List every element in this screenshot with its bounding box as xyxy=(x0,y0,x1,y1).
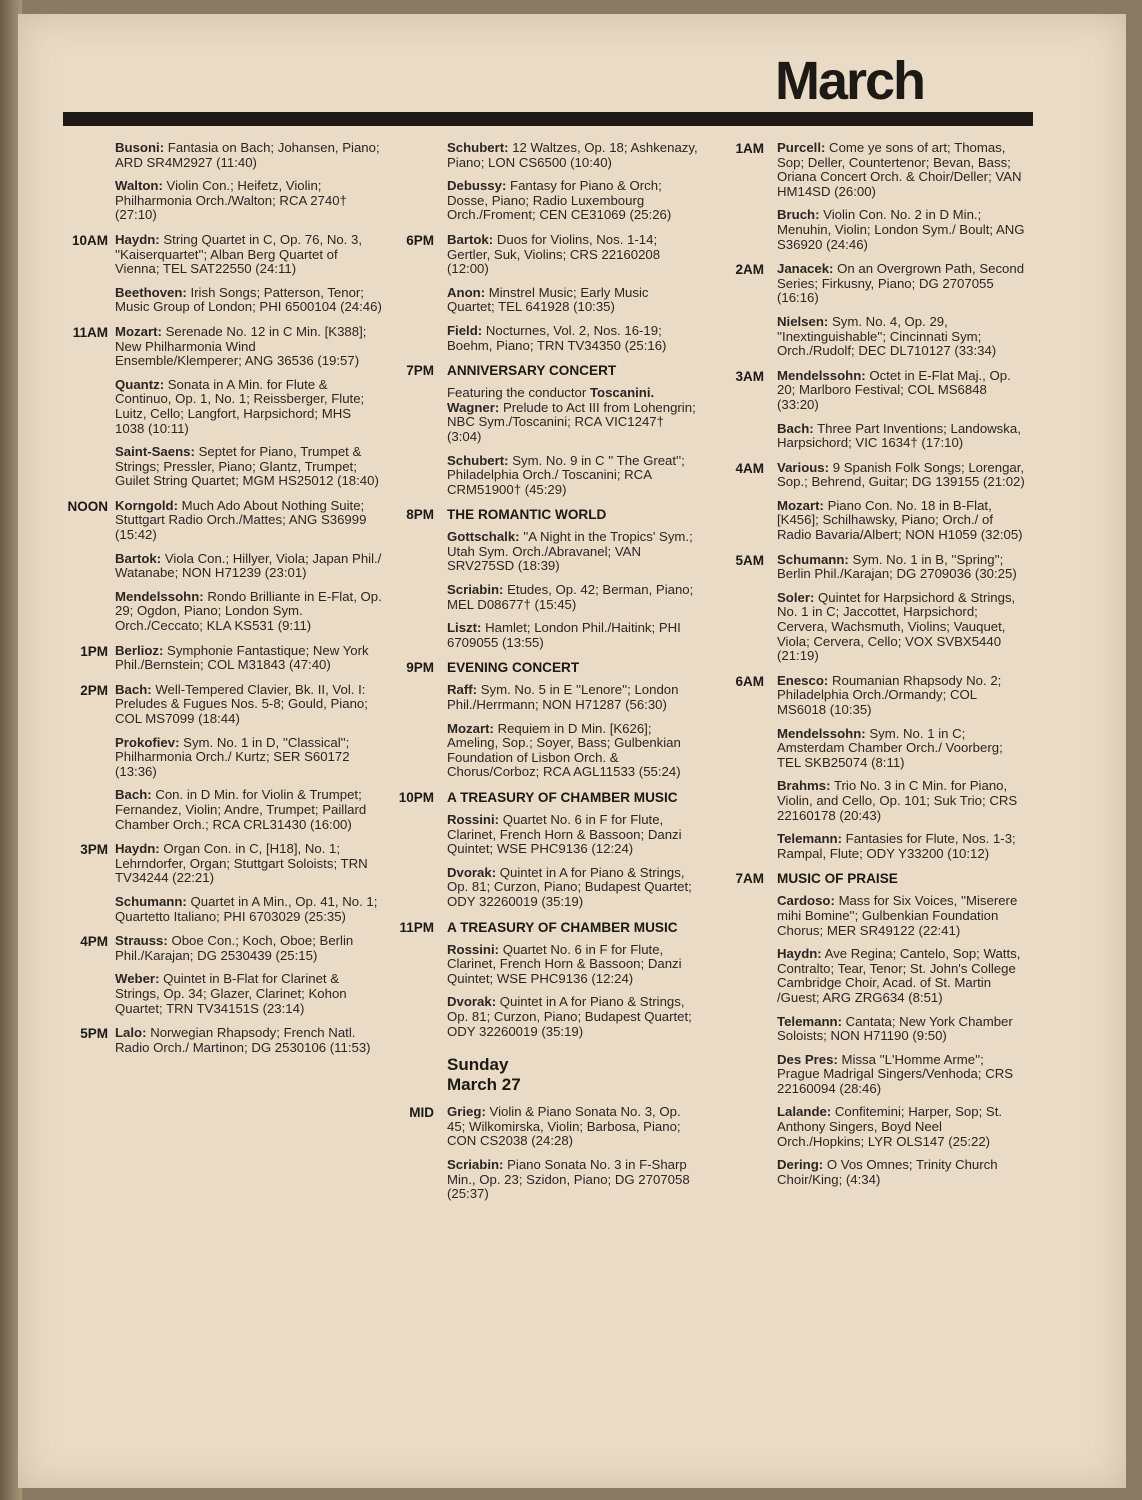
program-entry xyxy=(447,1105,698,1149)
composer-name: Telemann: xyxy=(777,1013,842,1029)
program-entry xyxy=(777,591,1028,664)
program-entry xyxy=(777,461,1028,490)
composer-name: Schubert: xyxy=(447,452,509,468)
time-label: 2PM xyxy=(80,682,108,698)
time-slot xyxy=(728,262,1028,359)
column-right xyxy=(728,141,1028,1197)
composer-name: Bartok: xyxy=(115,550,162,566)
program-details: Duos for Violins, Nos. 1-14; Gertler, Suk, Violins; CRS 22160208 (12:00) xyxy=(447,231,661,277)
program-entry xyxy=(115,233,382,277)
composer-name: Strauss: xyxy=(115,933,168,949)
header-rule xyxy=(63,112,1033,126)
program-entry xyxy=(115,552,382,581)
program-entry xyxy=(115,788,382,832)
program-details: Quintet for Harpsichord & Strings, No. 1 in C; Jaccottet, Harpsichord; Cervera, Wachsmuth, Violins; Vauquet, Viola; Cervera, Cello; VOX SVBX5440 (21:19) xyxy=(777,589,1016,664)
time-slot xyxy=(398,660,698,780)
time-label: 5PM xyxy=(80,1026,108,1042)
program-details: On an Overgrown Path, Second Series; Firkusny, Piano; DG 2707055 (16:16) xyxy=(777,261,1025,306)
composer-name: Mozart: xyxy=(115,323,162,339)
program-details: Well-Tempered Clavier, Bk. II, Vol. I: Preludes & Fugues Nos. 5-8; Gould, Piano; COL MS7099 (18:44) xyxy=(115,681,368,726)
composer-name: Mozart: xyxy=(777,497,824,513)
composer-name: Anon: xyxy=(447,284,486,300)
program-details: Sonata in A Min. for Flute & Continuo, Op. 1, No. 1; Reissberger, Flute; Luitz, Cello; Langfort, Harpsichord; MHS 1038 (10:11) xyxy=(115,376,365,436)
program-details: Violin Con. No. 2 in D Min.; Menuhin, Violin; London Sym./ Boult; ANG S36920 (24:46) xyxy=(777,207,1025,252)
time-slot xyxy=(398,920,698,1040)
program-entry xyxy=(115,141,382,170)
program-heading: A TREASURY OF CHAMBER MUSIC xyxy=(447,790,678,805)
program-details: Requiem in D Min. [K626]; Ameling, Sop.; Soyer, Bass; Gulbenkian Foundation of Lisbon Orch. & Chorus/Corboz; RCA AGL11533 (55:24) xyxy=(447,720,681,780)
composer-name: Des Pres: xyxy=(777,1051,838,1067)
composer-name: Weber: xyxy=(115,971,160,987)
composer-name: Haydn: xyxy=(115,841,160,857)
program-entry xyxy=(447,286,698,315)
program-entry xyxy=(447,943,698,987)
program-heading: MUSIC OF PRAISE xyxy=(777,871,898,887)
program-entry xyxy=(777,894,1028,938)
time-label: 7PM xyxy=(406,363,434,379)
time-label: 2AM xyxy=(735,262,764,278)
program-details: Sym. No. 4, Op. 29, ''Inextinguishable''; Cincinnati Sym; Orch./Rudolf; DEC DL710127 (33:34) xyxy=(777,313,997,359)
program-details: String Quartet in C, Op. 76, No. 3, ''Kaiserquartet''; Alban Berg Quartet of Vienna; TEL SAT22550 (24:11) xyxy=(115,231,363,277)
program-entry xyxy=(777,674,1028,718)
composer-name: Debussy: xyxy=(447,178,507,194)
program-entry xyxy=(447,583,698,612)
program-entry xyxy=(447,233,698,277)
program-details: Roumanian Rhapsody No. 2; Philadelphia Orch./Ormandy; COL MS6018 (10:35) xyxy=(777,672,1002,717)
program-entry xyxy=(777,499,1028,543)
composer-name: Wagner: xyxy=(447,399,500,415)
composer-name: Enesco: xyxy=(777,672,829,688)
program-entry xyxy=(447,179,698,223)
program-details: Rondo Brilliante in E-Flat, Op. 29; Ogdon, Piano; London Sym. Orch./Ceccato; KLA KS531 (9:11) xyxy=(115,588,382,634)
composer-name: Lalande: xyxy=(777,1104,832,1120)
program-entry xyxy=(777,422,1028,451)
time-slot xyxy=(62,325,382,489)
program-details: Quartet No. 6 in F for Flute, Clarinet, French Horn & Bassoon; Danzi Quintet; WSE PHC9136 (12:24) xyxy=(447,812,682,857)
time-label: 10PM xyxy=(398,790,434,805)
program-details: Three Part Inventions; Landowska, Harpsichord; VIC 1634† (17:10) xyxy=(777,420,1021,451)
time-slot xyxy=(398,507,698,650)
program-entry xyxy=(777,315,1028,359)
program-heading: THE ROMANTIC WORLD xyxy=(447,507,607,523)
program-details: Norwegian Rhapsody; French Natl. Radio Orch./ Martinon; DG 2530106 (11:53) xyxy=(115,1025,371,1055)
time-label: 3AM xyxy=(735,368,764,384)
program-entry xyxy=(447,324,698,353)
program-entry xyxy=(777,947,1028,1005)
program-entry xyxy=(115,590,382,634)
composer-name: Cardoso: xyxy=(777,893,835,909)
program-details: Oboe Con.; Koch, Oboe; Berlin Phil./Karajan; DG 2530439 (25:15) xyxy=(115,933,354,963)
program-details: Symphonie Fantastique; New York Phil./Bernstein; COL M31843 (47:40) xyxy=(115,642,369,673)
program-entry xyxy=(777,553,1028,582)
composer-name: Raff: xyxy=(447,682,478,698)
composer-name: Bach: xyxy=(777,420,814,436)
program-entry xyxy=(447,1158,698,1202)
day-name: Sunday xyxy=(447,1055,509,1075)
feature-intro: Featuring the conductor xyxy=(447,385,590,401)
composer-name: Korngold: xyxy=(115,497,178,513)
composer-name: Dvorak: xyxy=(447,864,497,880)
program-details: Quintet in A for Piano & Strings, Op. 81; Curzon, Piano; Budapest Quartet; ODY 32260019 (35:19) xyxy=(447,864,692,909)
program-entry xyxy=(447,621,698,650)
program-details: 12 Waltzes, Op. 18; Ashkenazy, Piano; LON CS6500 (10:40) xyxy=(447,140,698,170)
program-entry xyxy=(115,179,382,223)
program-entry xyxy=(115,378,382,436)
program-details: Missa ''L'Homme Arme''; Prague Madrigal Singers/Venhoda; CRS 22160094 (28:46) xyxy=(777,1051,1014,1096)
program-entry xyxy=(115,499,382,543)
program-details: Octet in E-Flat Maj., Op. 20; Marlboro Festival; COL MS6848 (33:20) xyxy=(777,367,1011,412)
program-details: Sym. No. 5 in E ''Lenore''; London Phil./Herrmann; NON H71287 (56:30) xyxy=(447,682,679,713)
program-entry xyxy=(777,141,1028,199)
program-entry xyxy=(115,286,382,315)
program-details: Etudes, Op. 42; Berman, Piano; MEL D08677† (15:45) xyxy=(447,582,694,612)
program-details: Quartet No. 6 in F for Flute, Clarinet, French Horn & Bassoon; Danzi Quintet; WSE PHC9136 (12:24) xyxy=(447,941,682,986)
program-entry xyxy=(447,141,698,170)
time-slot xyxy=(398,363,698,497)
program-entry xyxy=(115,736,382,780)
composer-name: Grieg: xyxy=(447,1104,486,1120)
program-details: Sym. No. 1 in C; Amsterdam Chamber Orch./ Voorberg; TEL SKB25074 (8:11) xyxy=(777,725,1003,770)
program-entry xyxy=(447,722,698,780)
composer-name: Field: xyxy=(447,322,483,338)
program-details: Mass for Six Voices, ''Miserere mihi Bomine''; Gulbenkian Foundation Chorus; MER SR49122 (22:41) xyxy=(777,893,1018,938)
program-details: Trio No. 3 in C Min. for Piano, Violin, and Cello, Op. 101; Suk Trio; CRS 22160178 (20:43) xyxy=(777,778,1018,823)
composer-name: Janacek: xyxy=(777,261,834,277)
composer-name: Brahms: xyxy=(777,778,831,794)
time-slot xyxy=(728,674,1028,862)
composer-name: Dvorak: xyxy=(447,994,497,1010)
time-label: 3PM xyxy=(80,842,108,858)
time-slot xyxy=(728,553,1028,664)
program-entry xyxy=(777,727,1028,771)
program-entry xyxy=(115,445,382,489)
composer-name: Prokofiev: xyxy=(115,734,180,750)
composer-name: Walton: xyxy=(115,178,163,194)
time-label: 4AM xyxy=(735,460,764,476)
page-title: March xyxy=(775,51,925,111)
program-details: Quintet in A for Piano & Strings, Op. 81; Curzon, Piano; Budapest Quartet; ODY 32260019 (35:19) xyxy=(447,994,692,1039)
composer-name: Bartok: xyxy=(447,231,494,247)
time-label: 5AM xyxy=(735,552,764,568)
program-entry xyxy=(447,683,698,712)
program-details: Hamlet; London Phil./Haitink; PHI 6709055 (13:55) xyxy=(447,620,681,650)
time-slot xyxy=(728,461,1028,543)
program-details: Minstrel Music; Early Music Quartet; TEL 641928 (10:35) xyxy=(447,284,649,315)
program-details: Piano Con. No. 18 in B-Flat, [K456]; Schilhawsky, Piano; Orch./ of Radio Bavaria/Albert; NON H1059 (32:05) xyxy=(777,497,1023,543)
program-details: ''A Night in the Tropics' Sym.; Utah Sym. Orch./Abravanel; VAN SRV275SD (18:39) xyxy=(447,529,693,574)
program-details: Viola Con.; Hillyer, Viola; Japan Phil./ Watanabe; NON H71239 (23:01) xyxy=(115,550,382,581)
time-slot xyxy=(62,842,382,924)
program-details: Piano Sonata No. 3 in F-Sharp Min., Op. 23; Szidon, Piano; DG 2707058 (25:37) xyxy=(447,1156,690,1202)
day-date: March 27 xyxy=(447,1075,521,1095)
time-slot xyxy=(728,369,1028,451)
composer-name: Scriabin: xyxy=(447,1156,504,1172)
time-label: 1PM xyxy=(80,643,108,659)
feature-note xyxy=(447,386,698,401)
time-slot xyxy=(62,233,382,315)
program-entry xyxy=(115,842,382,886)
program-details: Serenade No. 12 in C Min. [K388]; New Philharmonia Wind Ensemble/Klemperer; ANG 36536 (19:57) xyxy=(115,323,367,369)
time-label: 1AM xyxy=(735,141,764,156)
program-entry xyxy=(447,813,698,857)
program-details: Come ye sons of art; Thomas, Sop; Deller, Countertenor; Bevan, Bass; Oriana Concert Orch. & Choir/Deller; VAN HM14SD (26:00) xyxy=(777,140,1022,199)
program-entry xyxy=(115,1026,382,1055)
time-slot xyxy=(62,1026,382,1055)
program-entry xyxy=(115,644,382,673)
composer-name: Lalo: xyxy=(115,1025,147,1041)
program-details: Organ Con. in C, [H18], No. 1; Lehrndorfer, Organ; Stuttgart Soloists; TRN TV34244 (22:21) xyxy=(115,841,368,886)
program-entry xyxy=(777,208,1028,252)
day-heading xyxy=(447,1055,698,1095)
composer-name: Mozart: xyxy=(447,720,494,736)
composer-name: Gottschalk: xyxy=(447,529,520,545)
composer-name: Rossini: xyxy=(447,812,500,827)
program-details: Nocturnes, Vol. 2, Nos. 16-19; Boehm, Piano; TRN TV34350 (25:16) xyxy=(447,322,667,353)
program-entry xyxy=(777,1053,1028,1097)
program-entry xyxy=(115,683,382,727)
composer-name: Saint-Saens: xyxy=(115,444,195,460)
composer-name: Bach: xyxy=(115,681,152,697)
program-entry xyxy=(777,1015,1028,1044)
program-details: Ave Regina; Cantelo, Sop; Watts, Contralto; Tear, Tenor; St. John's College Cambridge Choir, Acad. of St. Martin /Guest; ARG ZRG634 (8:51) xyxy=(777,946,1021,1005)
composer-name: Quantz: xyxy=(115,376,165,392)
composer-name: Mendelssohn: xyxy=(115,588,204,604)
time-slot xyxy=(728,871,1028,1187)
program-entry xyxy=(447,995,698,1039)
time-label: 4PM xyxy=(80,934,108,950)
program-details: Sym. No. 1 in D, ''Classical''; Philharmonia Orch./ Kurtz; SER S60172 (13:36) xyxy=(115,734,350,779)
composer-name: Schubert: xyxy=(447,140,509,155)
program-details: Cantata; New York Chamber Soloists; NON H71190 (9:50) xyxy=(777,1013,1013,1044)
program-details: Fantasia on Bach; Johansen, Piano; ARD SR4M2927 (11:40) xyxy=(115,140,380,170)
program-details: Irish Songs; Patterson, Tenor; Music Group of London; PHI 6500104 (24:46) xyxy=(115,284,382,315)
time-label: 6PM xyxy=(406,232,434,248)
composer-name: Schumann: xyxy=(777,551,849,567)
program-details: Violin & Piano Sonata No. 3, Op. 45; Wilkomirska, Violin; Barbosa, Piano; CON CS2038 (24:28) xyxy=(447,1104,681,1149)
column-middle xyxy=(398,141,698,1212)
composer-name: Scriabin: xyxy=(447,582,504,598)
time-slot xyxy=(398,141,698,223)
program-entry xyxy=(115,972,382,1016)
program-entry xyxy=(115,325,382,369)
composer-name: Rossini: xyxy=(447,941,500,957)
program-entry xyxy=(777,779,1028,823)
time-slot xyxy=(62,499,382,634)
program-entry xyxy=(115,895,382,924)
program-entry xyxy=(777,832,1028,861)
program-details: Septet for Piano, Trumpet & Strings; Pressler, Piano; Glantz, Trumpet; Guilet String Quartet; MGM HS25012 (18:40) xyxy=(115,444,379,489)
time-slot xyxy=(62,644,382,673)
program-entry xyxy=(115,934,382,963)
time-slot xyxy=(62,934,382,1016)
time-label: 11PM xyxy=(399,919,434,935)
composer-name: Soler: xyxy=(777,589,815,605)
composer-name: Purcell: xyxy=(777,140,826,155)
composer-name: Haydn: xyxy=(777,946,822,962)
time-label: 11AM xyxy=(72,324,108,340)
program-entry xyxy=(447,454,698,498)
program-details: Sym. No. 1 in B, ''Spring''; Berlin Phil./Karajan; DG 2709036 (30:25) xyxy=(777,551,1017,582)
composer-name: Dering: xyxy=(777,1157,824,1173)
column-left xyxy=(62,141,382,1065)
composer-name: Berlioz: xyxy=(115,642,164,658)
time-slot xyxy=(62,683,382,832)
time-label: 7AM xyxy=(735,871,764,887)
composer-name: Various: xyxy=(777,459,830,475)
featured-conductor: Toscanini. xyxy=(589,385,655,401)
time-label: 9PM xyxy=(406,660,434,676)
program-entry xyxy=(777,262,1028,306)
composer-name: Haydn: xyxy=(115,231,160,247)
program-details: Fantasies for Flute, Nos. 1-3; Rampal, Flute; ODY Y33200 (10:12) xyxy=(777,831,1016,861)
time-label: 6AM xyxy=(735,673,764,689)
program-heading: A TREASURY OF CHAMBER MUSIC xyxy=(447,919,678,935)
time-slot xyxy=(62,141,382,223)
time-label: 8PM xyxy=(406,507,434,523)
program-details: Con. in D Min. for Violin & Trumpet; Fernandez, Violin; Andre, Trumpet; Paillard Chamber Orch.; RCA CRL31430 (16:00) xyxy=(115,787,367,832)
time-slot xyxy=(398,233,698,353)
program-entry xyxy=(447,530,698,574)
program-details: Quintet in B-Flat for Clarinet & Strings, Op. 34; Glazer, Clarinet; Kohon Quartet; TRN TV34151S (23:14) xyxy=(115,971,347,1016)
program-details: Violin Con.; Heifetz, Violin; Philharmonia Orch./Walton; RCA 2740† (27:10) xyxy=(115,178,347,223)
time-slot xyxy=(398,790,698,910)
program-entry xyxy=(777,1158,1028,1187)
composer-name: Bruch: xyxy=(777,207,820,223)
program-details: 9 Spanish Folk Songs; Lorengar, Sop.; Behrend, Guitar; DG 139155 (21:02) xyxy=(777,459,1025,490)
composer-name: Mendelssohn: xyxy=(777,725,866,741)
program-details: Sym. No. 9 in C '' The Great''; Philadelphia Orch./ Toscanini; RCA CRM51900† (45:29) xyxy=(447,452,685,497)
time-slot xyxy=(728,141,1028,252)
time-label: 10AM xyxy=(71,232,108,248)
program-details: Much Ado About Nothing Suite; Stuttgart Radio Orch./Mattes; ANG S36999 (15:42) xyxy=(115,497,367,543)
composer-name: Nielsen: xyxy=(777,313,829,329)
composer-name: Schumann: xyxy=(115,893,187,909)
program-heading: EVENING CONCERT xyxy=(447,660,580,676)
program-entry xyxy=(777,369,1028,413)
composer-name: Beethoven: xyxy=(115,284,187,300)
program-details: Confitemini; Harper, Sop; St. Anthony Singers, Boyd Neel Orch./Hopkins; LYR OLS147 (25:22) xyxy=(777,1104,1003,1149)
composer-name: Mendelssohn: xyxy=(777,367,866,383)
program-entry xyxy=(447,866,698,910)
program-details: Fantasy for Piano & Orch; Dosse, Piano; Radio Luxembourg Orch./Froment; CEN CE31069 (25:26) xyxy=(447,178,672,223)
program-details: Prelude to Act III from Lohengrin; NBC Sym./Toscanini; RCA VIC1247† (3:04) xyxy=(447,399,696,444)
time-label: MID xyxy=(409,1105,434,1121)
program-entry xyxy=(447,401,698,445)
composer-name: Liszt: xyxy=(447,620,482,636)
time-label: NOON xyxy=(67,498,108,514)
composer-name: Busoni: xyxy=(115,140,165,155)
composer-name: Telemann: xyxy=(777,831,842,847)
program-entry xyxy=(777,1105,1028,1149)
program-details: O Vos Omnes; Trinity Church Choir/King; (4:34) xyxy=(777,1157,998,1187)
program-details: Quartet in A Min., Op. 41, No. 1; Quartetto Italiano; PHI 6703029 (25:35) xyxy=(115,893,378,924)
program-heading: ANNIVERSARY CONCERT xyxy=(447,363,617,379)
composer-name: Bach: xyxy=(115,787,152,803)
time-slot xyxy=(398,1105,698,1202)
